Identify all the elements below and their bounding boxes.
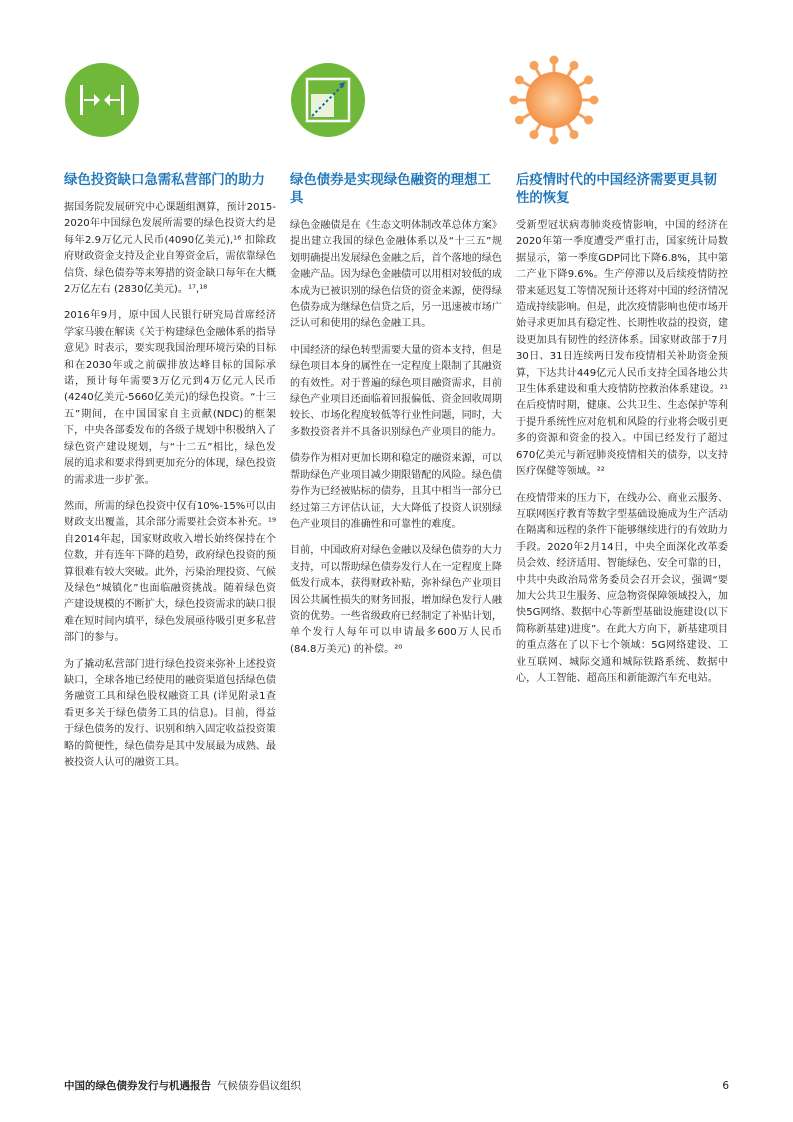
report-title: 中国的绿色债券发行与机遇报告: [64, 1080, 211, 1092]
paragraph: 在疫情带来的压力下，在线办公、商业云服务、互联网医疗教育等数字型基础设施成为生产活动在隔离和远程的条件下能够继续进行的有效助力手段。2020年2月14日，中央全面深化改革委员会效、经济适用、智能绿色、安全可靠的日，中共中央政治局常务委员会召开会议，强调“要加大公共卫生服务、应急物资保障领域投入，加快5G网络、数据中心等新型基础设施建设(以下简称新基建)进度”。在此大方向下，新基建项目的重点落在了以下七个领域：5G网络建设、工业互联网、城际交通和城际铁路系统、数据中心，人工智能、超高压和新能源汽车充电站。: [516, 492, 728, 684]
organization-name: 气候债券倡议组织: [217, 1080, 301, 1092]
section-heading: 后疫情时代的中国经济需要更具韧性的恢复: [516, 173, 717, 206]
paragraph: 据国务院发展研究中心课题组测算，预计2015-2020年中国绿色发展所需要的绿色投资大约是每年2.9万亿元人民币(4090亿美元),¹⁶ 扣除政府财政资金支持及企业自筹资金后，需依靠绿色信贷、绿色债券等来筹措的资金缺口每年在大概2万亿左右 (2830亿美元)。¹⁷,¹⁸: [64, 202, 276, 296]
column-2: [290, 62, 502, 668]
paragraph: 债券作为相对更加长期和稳定的融资来源，可以帮助绿色产业项目减少期限错配的风险。绿色债券作为已经被贴标的债券，且其中相当一部分已经过第三方评估认证，大大降低了投资人识别绿色产业项目的准确性和可靠性的难度。: [290, 453, 502, 530]
arrows-converging-icon: [64, 62, 276, 158]
arrows-converging-icon-svg: [64, 62, 140, 138]
growth-square-icon: [290, 62, 502, 158]
paragraph: 受新型冠状病毒肺炎疫情影响，中国的经济在2020年第一季度遭受严重打击，国家统计局数据显示，第一季度GDP同比下降6.8%，其中第二产业下降9.6%。生产停滞以及后续疫情防控带来延迟复工等情况预计还将对中国的经济情况造成持续影响。但是，此次疫情影响也使市场开始寻求更加具有稳定性、长期性收益的投资，建设更加具有韧性的经济体系。国家财政部于7月30日、31日连续两日发布疫情相关补助资金预算，下达共计449亿元人民币支持全国各地公共卫生体系建设和重大疫情防控救治体系建设。²¹ 在后疫情时期，健康、公共卫生、生态保护等利于提升系统性应对危机和风险的行业将会吸引更多的资源和资金的投入。中国已经发行了超过670亿美元与新冠肺炎疫情相关的债券，以支持医疗保健等领域。²²: [516, 220, 728, 478]
column-3: [516, 62, 728, 697]
paragraph: 中国经济的绿色转型需要大量的资本支持，但是绿色项目本身的属性在一定程度上限制了其融资的有效性。对于普遍的绿色项目融资需求，目前绿色产业项目还面临着回报偏低、资金回收周期较长、市场化程度较低等行业性问题，同时，大多数投资者并不具备识别绿色产业项目的能力。: [290, 344, 502, 438]
paragraph: 绿色金融债是在《生态文明体制改革总体方案》提出建立我国的绿色金融体系以及“十三五”规划明确提出发展绿色金融之后，首个落地的绿色金融产品。因为绿色金融债可以用相对较低的成本成为已被识别的绿色信贷的资金来源，使得绿色债券成为继绿色信贷之后，另一迅速被市场广泛认可和使用的绿色金融工具。: [290, 220, 502, 330]
paragraph: 2016年9月，原中国人民银行研究局首席经济学家马骏在解读《关于构建绿色金融体系的指导意见》时表示，要实现我国治理环境污染的目标和在2030年或之前碳排放达峰目标的国际承诺，预计每年需要3万亿元到4万亿元人民币 (4240亿美元-5660亿美元)的绿色投资。“十三五”期间，在中国国家自主贡献(NDC)的框架下，中央各部委发布的各级子规划中积极纳入了绿色资产建设规划，与“十二五”相比，绿色发展的追求和要求得到更加充分的体现，绿色投资的需求进一步扩张。: [64, 310, 276, 486]
section-heading: 绿色债券是实现绿色融资的理想工具: [290, 173, 491, 206]
virus-icon-svg: [506, 52, 602, 148]
page-number: 6: [722, 1080, 729, 1092]
paragraph: 为了撬动私营部门进行绿色投资来弥补上述投资缺口，全球各地已经使用的融资渠道包括绿色债务融资工具和绿色股权融资工具 (详见附录1查看更多关于绿色债务工具的信息)。目前，得益于绿色债务的发行、识别和纳入固定收益投资策略的简便性，绿色债券是其中发展最为成熟、最被投资人认可的融资工具。: [64, 658, 276, 768]
growth-square-icon-svg: [290, 62, 366, 138]
virus-icon: [516, 62, 728, 158]
section-heading: 绿色投资缺口急需私营部门的助力: [64, 173, 265, 188]
page-footer: [64, 1079, 734, 1093]
paragraph: 目前，中国政府对绿色金融以及绿色债券的大力支持，可以帮助绿色债券发行人在一定程度上降低发行成本，获得财政补贴，弥补绿色产业项目因公共属性损失的财务回报，增加绿色发行人融资的优势。一些省级政府已经制定了补贴计划，单个发行人每年可以申请最多600万人民币 (84.8万美元) 的补偿。²⁰: [290, 545, 502, 655]
paragraph: 然而，所需的绿色投资中仅有10%-15%可以由财政支出覆盖，其余部分需要社会资本补充。¹⁹ 自2014年起，国家财政收入增长始终保持在个位数，并有连年下降的趋势，政府绿色投资的预算很难有较大突破。此外，污染治理投资、气候及绿色“城镇化”也面临融资挑战。随着绿色资产建设规模的不断扩大，绿色投资需求的缺口很难在短时间内填平，绿色发展亟待吸引更多私营部门的参与。: [64, 500, 276, 644]
column-1: [64, 62, 276, 781]
